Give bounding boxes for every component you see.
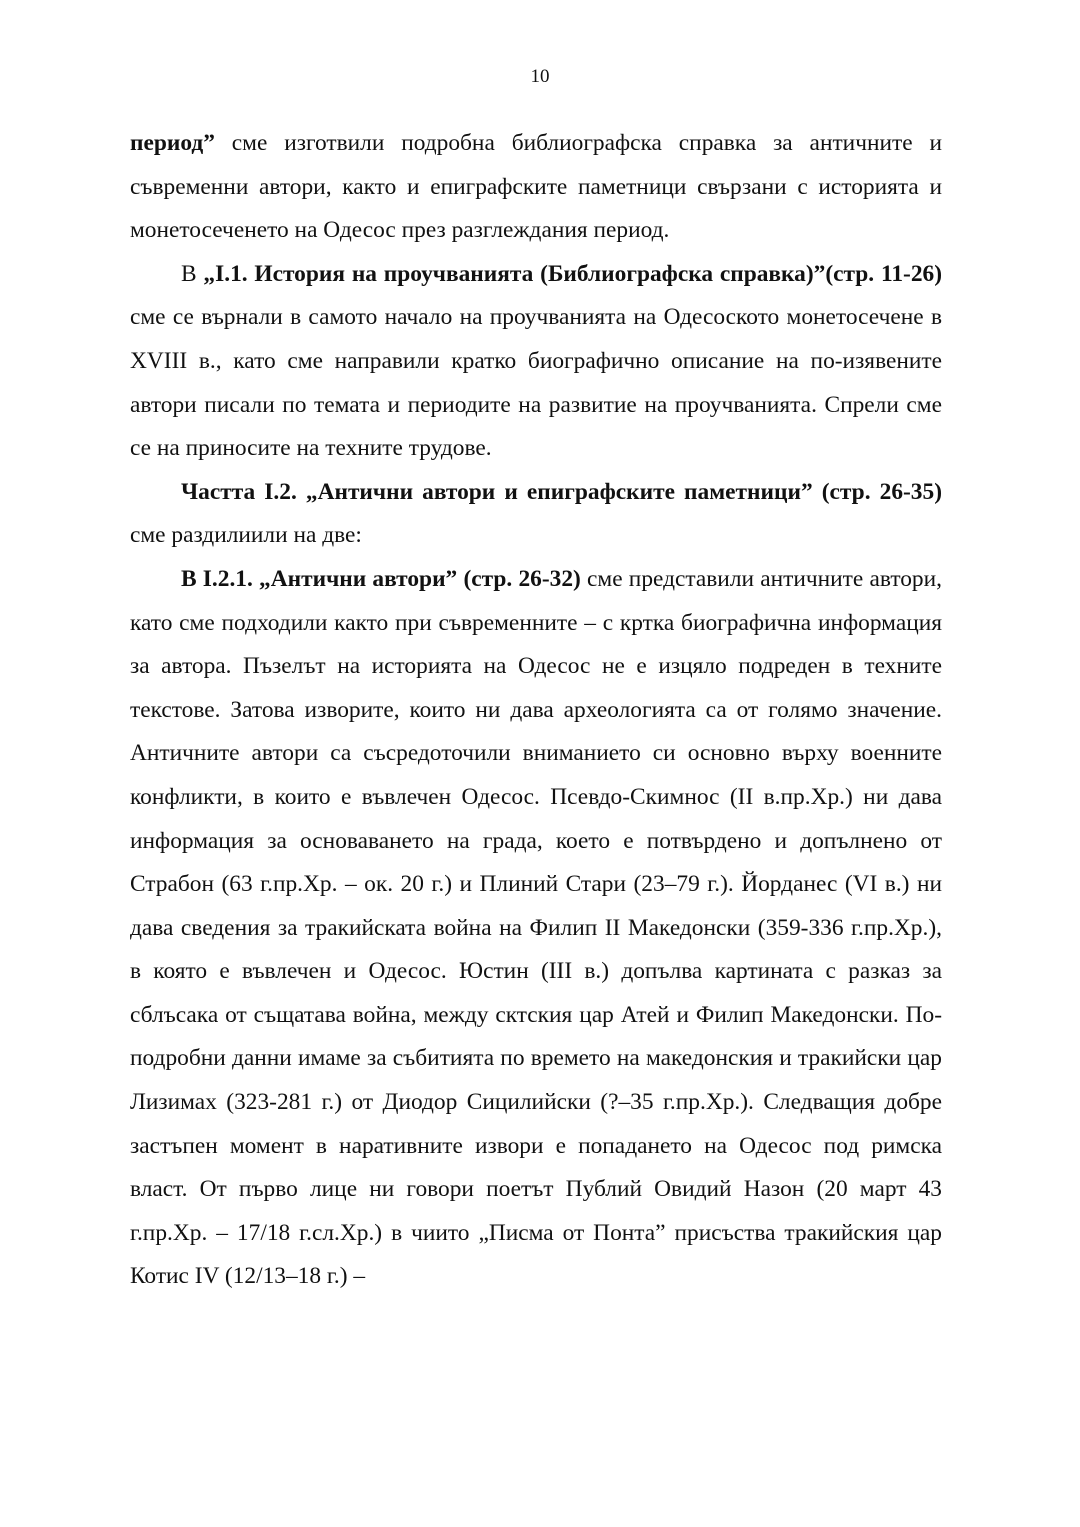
- paragraph-ancient-authors-section: [130, 471, 942, 558]
- paragraph-history-of-studies: [130, 253, 942, 471]
- text-run: сме се върнали в самото начало на проучванията на Одесоското монетосечене в XVIII в., като сме направили кратко биографично описание на по-изявените автори писали по темата и периодите на развитие на проучванията. Спрели сме се на приносите на техните трудове.: [130, 304, 942, 462]
- section-reference-i-2: Частта I.2. „Антични автори и епиграфските паметници” (стр. 26-35): [181, 478, 942, 505]
- section-reference-i-2-1: В I.2.1. „Антични автори” (стр. 26-32): [181, 565, 581, 592]
- paragraph-continuation: [130, 122, 942, 253]
- bold-phrase: период”: [130, 130, 215, 156]
- page-number: 10: [530, 66, 550, 87]
- text-run: В: [181, 260, 204, 287]
- text-run: сме представили античните автори, като сме подходили както при съвременните – с кртка биографична информация за автора. Пъзелът на историята на Одесос не е изцяло подреден в техните текстове. Затова изворите, които ни дава археологията са от голямо значение. Античните автори са съсредоточили вниманието си основно върху военните конфликти, в които е въвлечен Одесос. Псевдо-Скимнос (II в.пр.Хр.) ни дава информация за основаването на града, което е потвърдено и допълнено от Страбон (63 г.пр.Хр. – ок. 20 г.) и Плиний Стари (23–79 г.). Йорданес (VI в.) ни дава сведения за тракийската война на Филип II Македонски (359-336 г.пр.Хр.), в която е въвлечен и Одесос. Юстин (III в.) допълва картината с разказ за сблъсака от същатава война, между сктския цар Атей и Филип Македонски. По-подробни данни имаме за събитията по времето на македонския и тракийски цар Лизимах (323-281 г.) от Диодор Сицилийски (?–35 г.пр.Хр.). Следващия добре застъпен момент в наративните извори е попадането на Одесос под римска власт. От първо лице ни говори поетът Публий Овидий Назон (20 март 43 г.пр.Хр. – 17/18 г.сл.Хр.) в чиито „Писма от Понта” присъства тракийския цар Котис IV (12/13–18 г.) –: [130, 565, 942, 1290]
- body-text: [130, 122, 942, 1299]
- paragraph-ancient-authors: [130, 558, 942, 1299]
- text-run: сме изготвили подробна библиографска справка за античните и съвременни автори, както и епиграфските паметници свързани с историята и монетосеченето на Одесос през разглеждания период.: [130, 130, 942, 244]
- section-reference-i-1: „I.1. История на проучванията (Библиографска справка)”(стр. 11-26): [203, 260, 943, 287]
- text-run: сме раздилиили на две:: [130, 522, 362, 549]
